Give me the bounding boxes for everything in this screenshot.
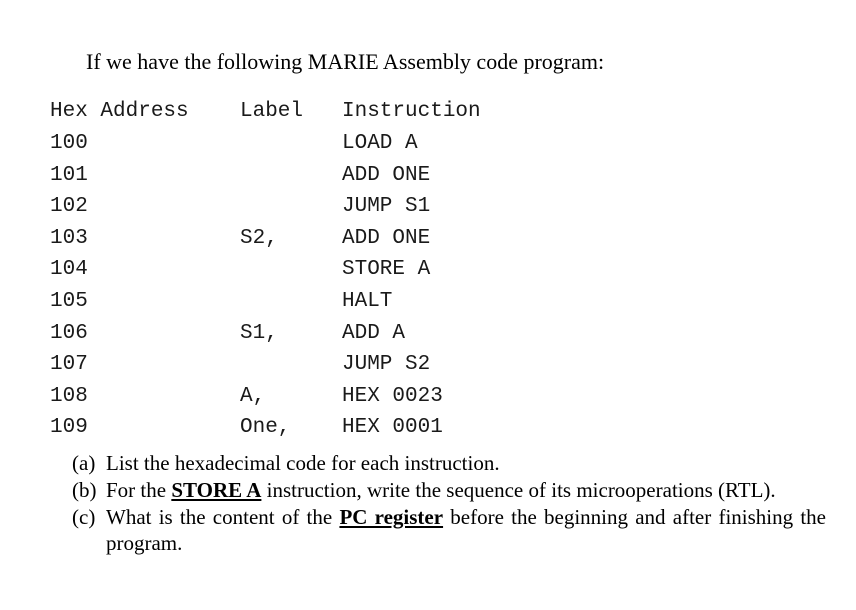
code-address: 104 — [50, 258, 88, 282]
question-c-post: before the beginning and after finishing the program. — [106, 505, 826, 555]
code-address: 106 — [50, 321, 88, 345]
header-hex-address: Hex Address — [50, 100, 189, 123]
code-address: 108 — [50, 384, 88, 408]
code-address: 102 — [50, 195, 88, 219]
header-instruction: Instruction — [342, 100, 481, 123]
code-address: 100 — [50, 132, 88, 155]
question-a — [72, 450, 826, 476]
code-instruction: JUMP S1 — [342, 195, 431, 219]
question-a-text: List the hexadecimal code for each instruction. — [106, 451, 500, 475]
question-a-marker: (a) — [72, 451, 96, 475]
code-address: 105 — [50, 289, 88, 313]
code-address: 103 — [50, 226, 88, 250]
question-c-marker: (c) — [72, 505, 96, 529]
code-instruction: HEX 0023 — [342, 384, 443, 408]
code-instruction: ADD ONE — [342, 226, 431, 250]
code-label: S2, — [240, 226, 278, 250]
question-list — [72, 450, 826, 557]
code-instruction: HALT — [342, 289, 393, 313]
code-label: A, — [240, 384, 266, 408]
code-instruction: HEX 0001 — [342, 416, 443, 440]
question-b-text — [106, 478, 776, 502]
question-b-marker: (b) — [72, 478, 97, 502]
code-instruction: ADD A — [342, 321, 406, 345]
question-b-post: instruction, write the sequence of its microoperations (RTL). — [261, 478, 776, 502]
header-label: Label — [240, 100, 304, 123]
store-a-emphasis: STORE A — [171, 478, 262, 502]
code-instruction: LOAD A — [342, 132, 418, 155]
question-b — [72, 477, 826, 503]
intro-text: If we have the following MARIE Assembly code program: — [86, 49, 605, 74]
code-address: 109 — [50, 416, 88, 440]
question-c-pre: What is the content of the — [106, 505, 340, 529]
code-label: One, — [240, 416, 291, 440]
code-label: S1, — [240, 321, 278, 345]
question-c-text — [106, 505, 826, 555]
code-instruction: STORE A — [342, 258, 431, 282]
question-c — [72, 504, 826, 556]
question-b-pre: For the — [106, 478, 172, 502]
pc-register-emphasis: PC register — [339, 505, 444, 529]
code-instruction: JUMP S2 — [342, 353, 431, 377]
code-address: 107 — [50, 353, 88, 377]
code-address: 101 — [50, 163, 88, 187]
code-instruction: ADD ONE — [342, 163, 431, 187]
